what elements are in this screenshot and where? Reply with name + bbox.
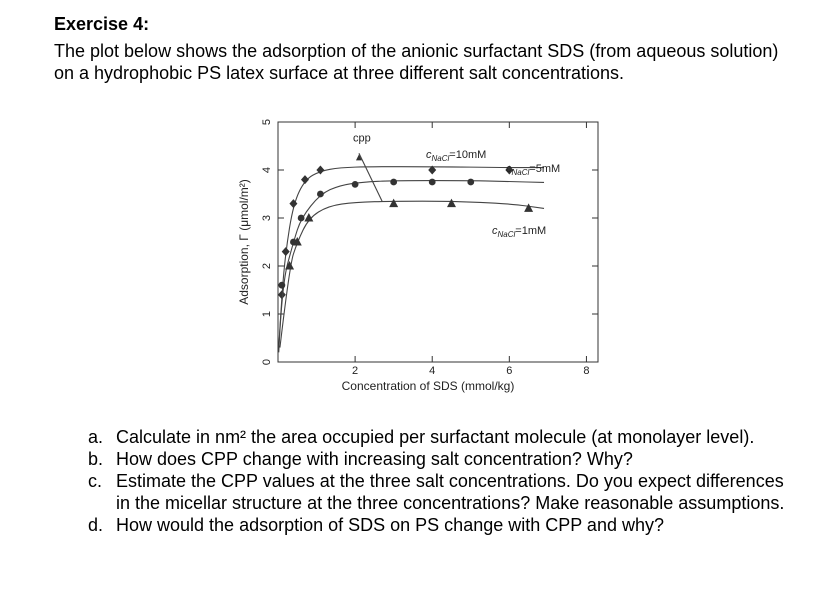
series-label: $c_{NaCl}=5mM$ [506,163,561,177]
data-point-diamond [301,175,309,184]
y-axis-label: Adsorption, Γ (μmol/m²) [237,179,251,305]
data-point-circle [429,179,436,186]
question-text: Estimate the CPP values at the three salt concentrations. Do you expect differences in the micellar structure at the three concentrations? Make reasonable assumptions. [116,471,785,513]
question-text: How would the adsorption of SDS on PS change with CPP and why? [116,515,664,535]
data-point-triangle [285,261,294,270]
question-item [88,470,788,514]
data-point-circle [467,179,474,186]
data-point-triangle [524,203,533,212]
series-label: $c_{NaCl}=10mM$ [426,149,487,163]
question-item [88,426,788,448]
question-marker: d. [88,515,104,535]
question-text: How does CPP change with increasing salt concentration? Why? [116,449,633,469]
data-point-circle [298,215,305,222]
data-point-circle [352,181,359,188]
y-tick-label: 0 [261,358,273,366]
y-tick-label: 4 [261,166,273,174]
cpp-label: cpp [352,132,371,145]
question-marker: b. [88,449,104,469]
x-axis-label: Concentration of SDS (mmol/kg) [341,379,515,393]
question-text: Calculate in nm² the area occupied per surfactant molecule (at monolayer level). [116,427,755,447]
y-tick-label: 1 [261,310,273,318]
question-list [88,426,788,536]
x-tick-label: 8 [583,365,590,377]
y-tick-label: 3 [261,214,273,222]
data-point-diamond [282,247,290,256]
exercise-intro: The plot below shows the adsorption of the anionic surfactant SDS (from aqueous solution) on a hydrophobic PS latex surface at three different salt concentrations. [54,41,779,83]
data-point-circle [390,179,397,186]
x-tick-label: 6 [506,365,513,377]
adsorption-chart [230,108,610,398]
data-point-triangle [389,199,398,208]
series-line [280,201,547,347]
question-item [88,514,788,536]
series-line [279,181,547,353]
y-tick-label: 5 [261,118,273,126]
exercise-title: Exercise 4: [54,14,150,34]
question-marker: c. [88,471,103,491]
x-tick-label: 2 [352,365,359,377]
x-tick-label: 4 [429,365,436,377]
question-item [88,448,788,470]
data-point-triangle [447,199,456,208]
question-marker: a. [88,427,104,447]
adsorption-figure [230,108,610,398]
data-point-circle [278,282,285,289]
y-tick-label: 2 [261,262,273,270]
cpp-line [359,153,382,201]
data-point-circle [317,191,324,198]
series-label: $c_{NaCl}=1mM$ [492,225,547,239]
